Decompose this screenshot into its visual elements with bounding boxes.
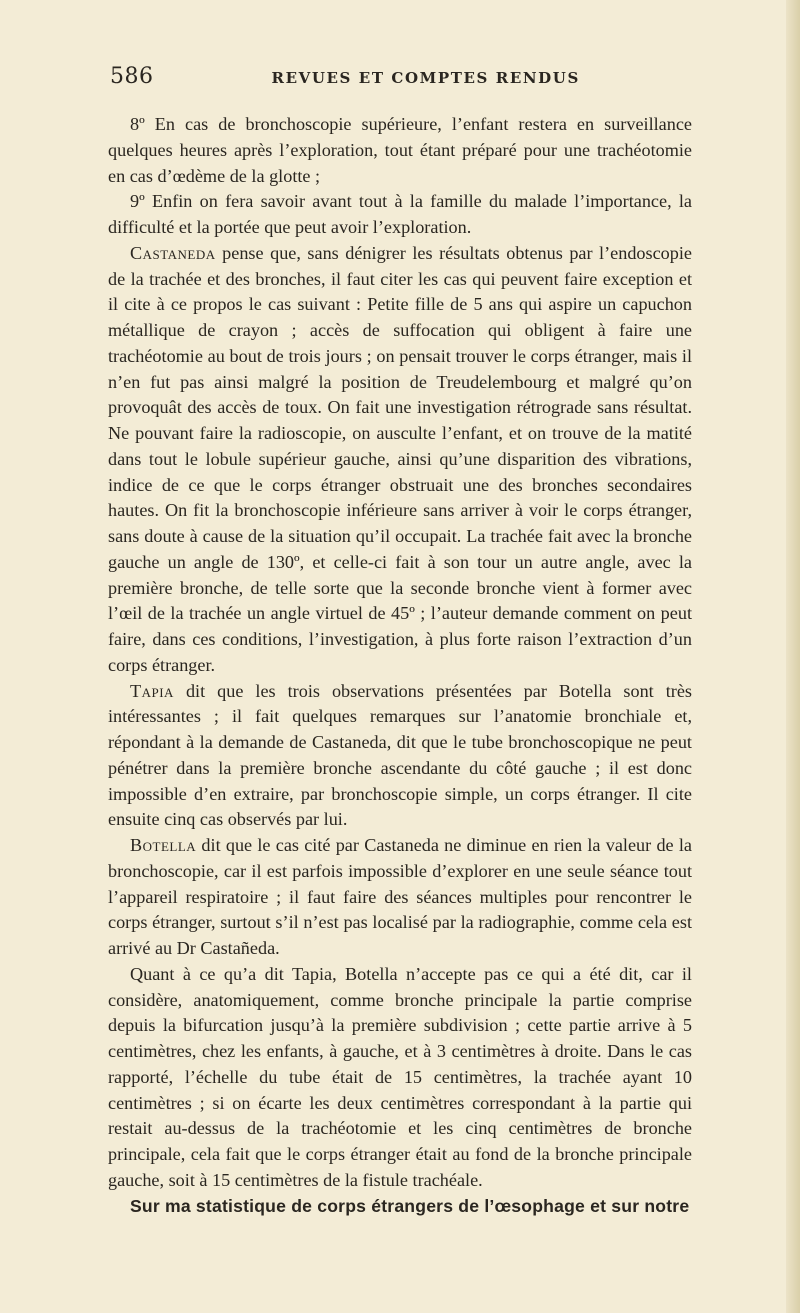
speaker-name: Castaneda [130, 242, 216, 263]
speaker-name: Tapia [130, 680, 174, 701]
section-heading: Sur ma statistique de corps étrangers de l’œsophage et sur notre [130, 1195, 690, 1216]
paragraph-item-9: 9º Enfin on fera savoir avant tout à la famille du malade l’importance, la difficulté et la portée que peut avoir l’exploration. [108, 191, 692, 237]
paragraph-text: dit que les trois observations présentées par Botella sont très intéressantes ; il fait quelques remarques sur l’anatomie bronchiale et, répondant à la demande de Castaneda, dit que le tube bronchoscopique ne peut pénétrer dans la première bronche ascendante du côté gauche ; il est donc impossible d’en extraire, par bronchoscopie simple, un corps étranger. Il cite ensuite cinq cas observés par lui. [108, 680, 692, 830]
speaker-name: Botella [130, 835, 197, 855]
paragraph-item-8: 8º En cas de bronchoscopie supérieure, l’enfant restera en surveillance quelques heures après l’exploration, tout étant préparé pour une trachéotomie en cas d’œdème de la glotte ; [108, 114, 692, 186]
paragraph-botella [108, 833, 692, 962]
paragraph-text: dit que le cas cité par Castaneda ne diminue en rien la valeur de la bronchoscopie, car il est parfois impossible d’explorer en une seule séance tout l’appareil respiratoire ; il faut faire des séances multiples pour rencontrer le corps étranger, surtout s’il n’est pas localisé par la radiographie, comme cela est arrivé au Dr Castañeda. [108, 835, 692, 958]
paragraph-quant: Quant à ce qu’a dit Tapia, Botella n’accepte pas ce qui a été dit, car il considère, anatomiquement, comme bronche principale la partie comprise depuis la bifurcation jusqu’à la première subdivision ; cette partie arrive à 5 centimètres, chez les enfants, à gauche, et à 3 centimètres à droite. Dans le cas rapporté, l’échelle du tube était de 15 centimètres, la trachée ayant 10 centimètres ; si on écarte les deux centimètres correspondant à la partie qui restait au-dessus de la trachéotomie et les cinq centimètres de bronche principale, cela fait que le corps étranger était au fond de la bronche principale gauche, soit à 15 centimètres de la fistule trachéale. [108, 963, 692, 1190]
paragraph-tapia [108, 679, 692, 834]
article-body [108, 112, 692, 1219]
running-header [110, 64, 688, 89]
page-number: 586 [110, 64, 154, 89]
page-edge [786, 0, 800, 1313]
paragraph-castaneda [108, 241, 692, 679]
paragraph-text: pense que, sans dénigrer les résultats obtenus par l’endoscopie de la trachée et des bronches, il faut citer les cas qui peuvent faire exception et il cite à ce propos le cas suivant : Petite fille de 5 ans qui aspire un capuchon métallique de crayon ; accès de suffocation qui obligent à faire une trachéotomie au bout de trois jours ; on pensait trouver le corps étranger, mais il n’en fut pas ainsi malgré la position de Treudelembourg et malgré qu’on provoquât des accès de toux. On fait une investigation rétrograde sans résultat. Ne pouvant faire la radioscopie, on ausculte l’enfant, et on trouve de la matité dans tout le lobule supérieur gauche, ainsi qu’une disparition des vibrations, indice de ce que le corps étranger obstruait une des bronches secondaires hautes. On fit la bronchoscopie inférieure sans arriver à voir le corps étranger, sans doute à cause de la situation qu’il occupait. La trachée fait avec la bronche gauche un angle de 130º, et celle-ci fait à son tour un autre angle, avec la première bronche, de telle sorte que la seconde bronche vient à former avec l’œil de la trachée un angle virtuel de 45º ; l’auteur demande comment on peut faire, dans ces conditions, l’investigation, à plus forte raison l’extraction d’un corps étranger. [108, 242, 692, 675]
running-title: REVUES ET COMPTES RENDUS [271, 69, 580, 87]
